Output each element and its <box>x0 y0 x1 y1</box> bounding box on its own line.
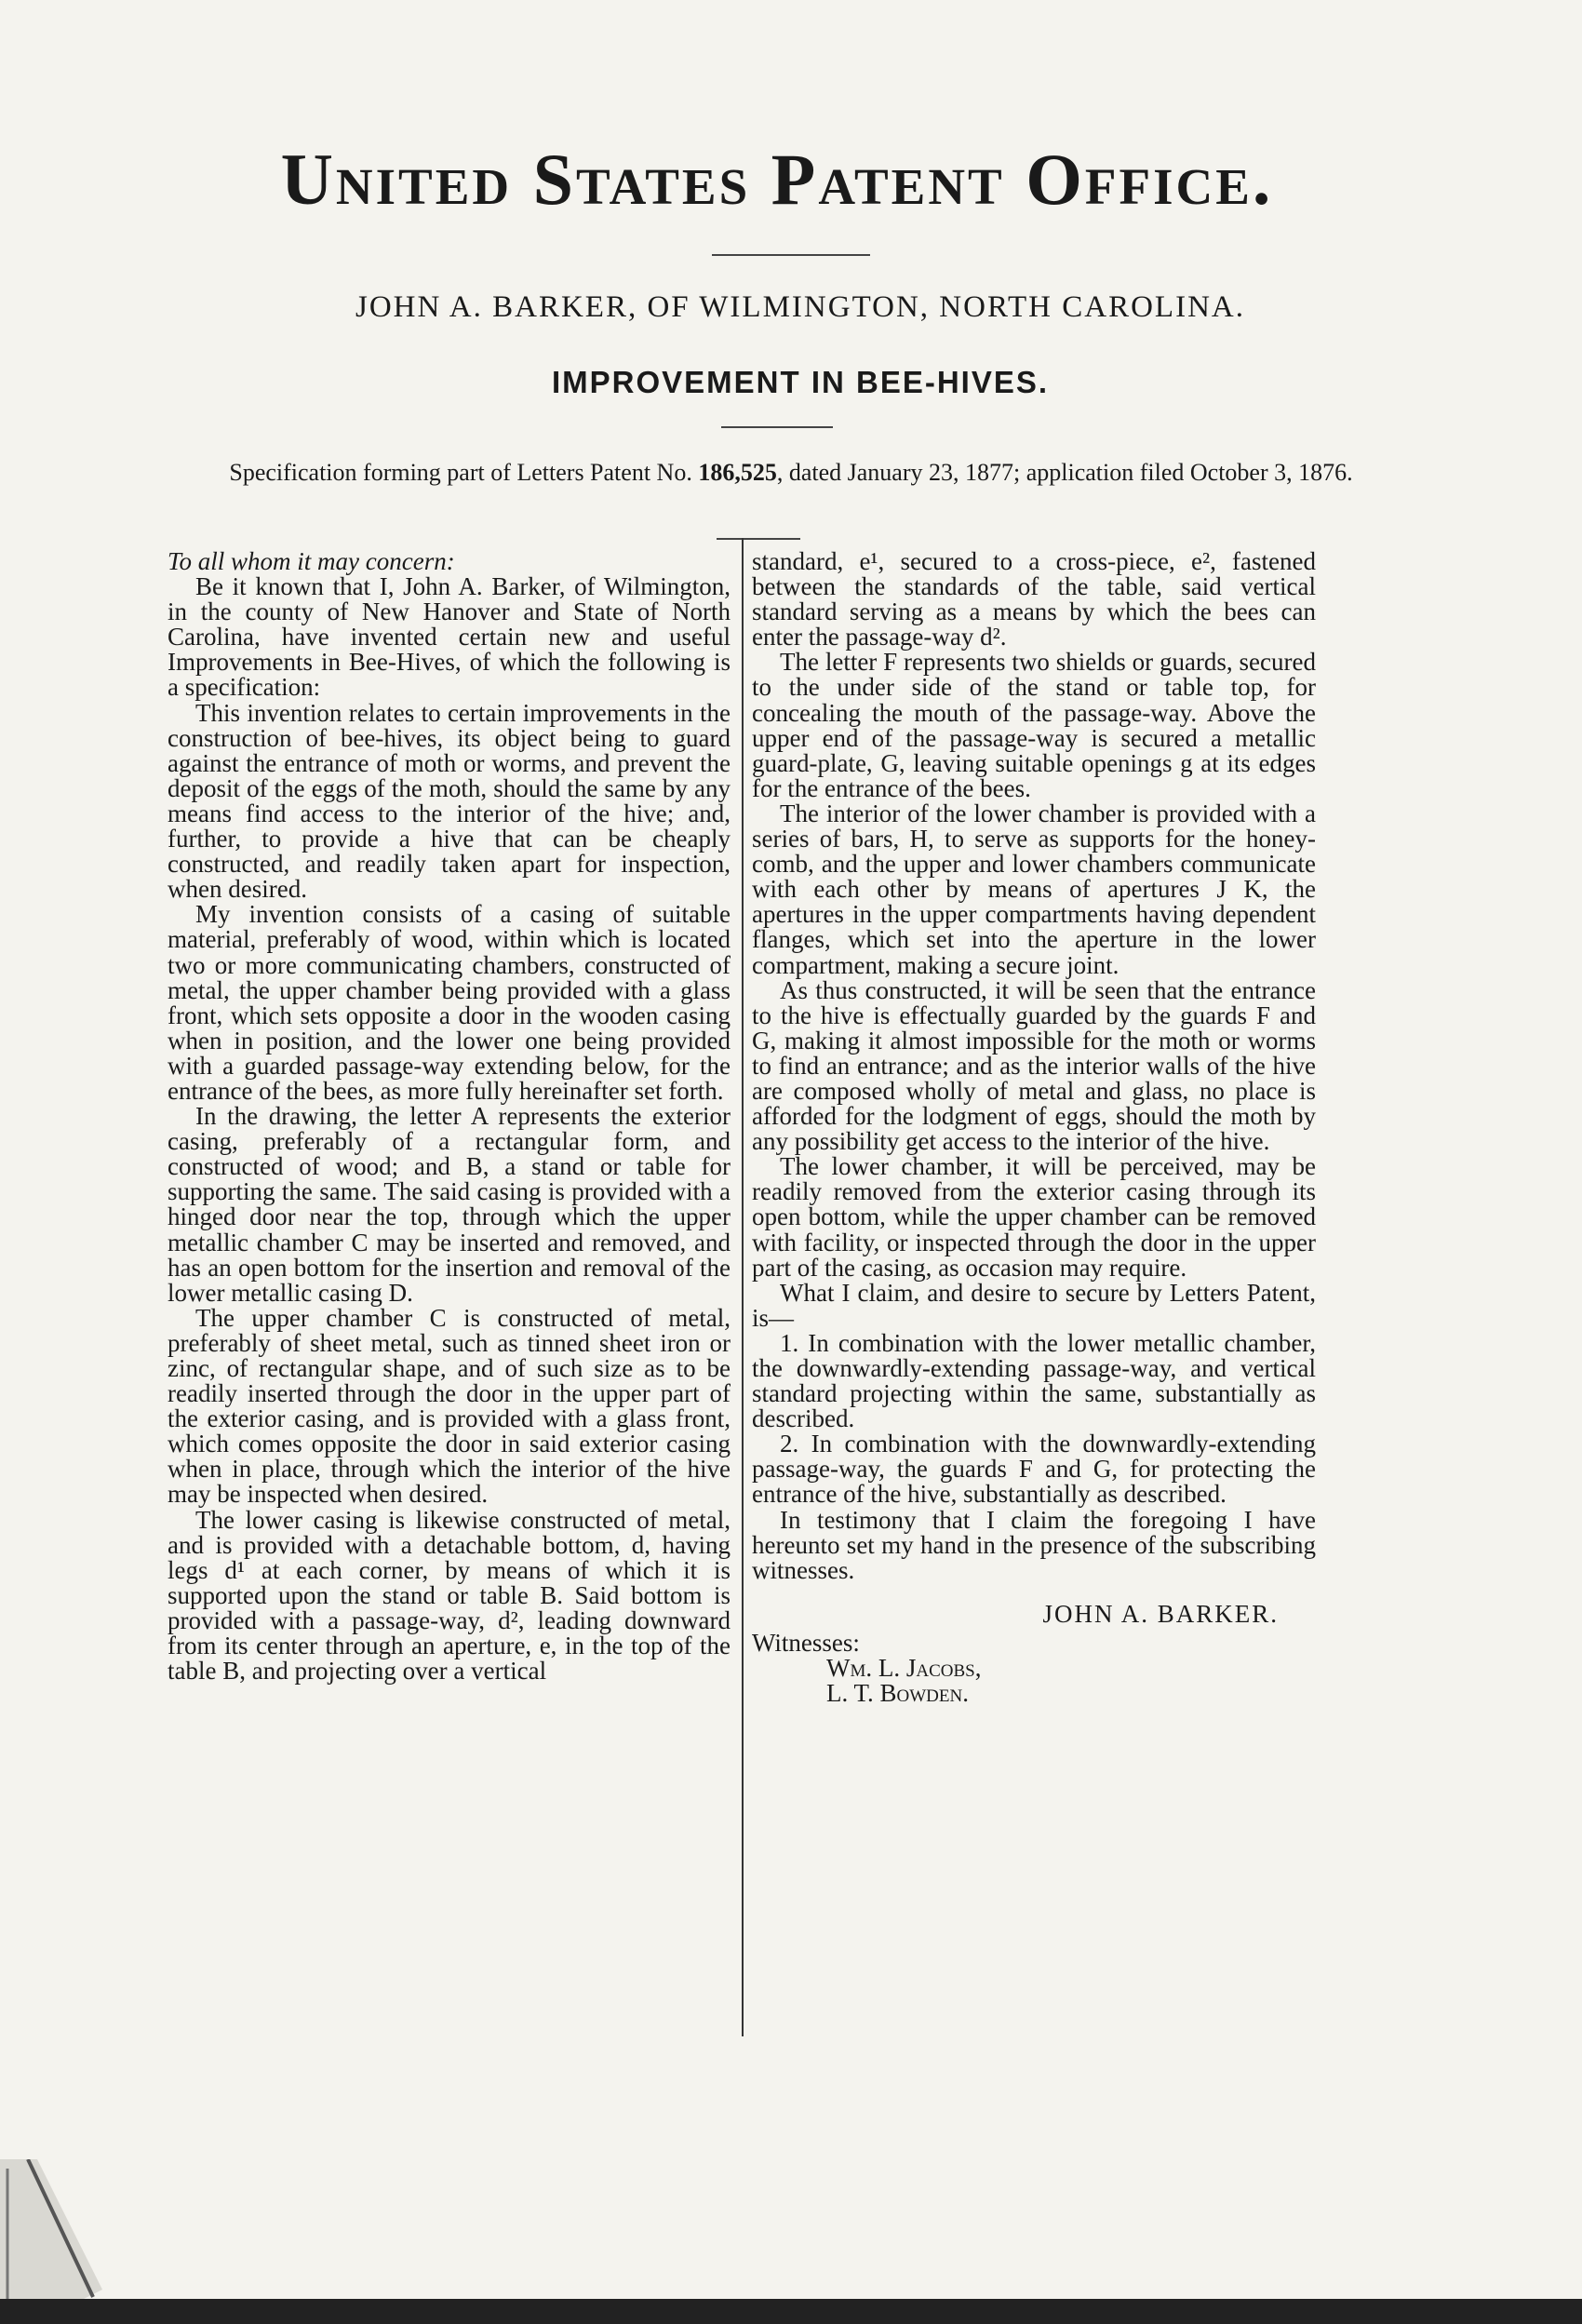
spec-prefix: Specification forming part of Letters Patent No. <box>229 459 692 486</box>
scan-corner-artifact <box>0 2159 112 2299</box>
title-rule <box>712 254 870 256</box>
witness-2: L. T. Bowden. <box>826 1679 969 1708</box>
left-column <box>168 549 731 1684</box>
witness-1: Wm. L. Jacobs, <box>826 1654 982 1683</box>
paragraph: The upper chamber C is constructed of metal, preferably of sheet metal, such as tinned sheet iron or zinc, of rectangular shape, and of such size as to be readily inserted through the door in the upper part of the exterior casing, and is provided with a glass front, which comes opposite the door in said exterior casing when in place, through which the interior of the hive may be inspected when desired. <box>168 1303 731 1509</box>
specification-line <box>186 458 1396 488</box>
paragraph: The lower casing is likewise constructed of metal, and is provided with a detachable bottom, d, having legs d¹ at each corner, by means of which it is supported upon the stand or table B. Said bottom is provided with a passage-way, d², leading downward from its center through an aperture, e, in the top of the table B, and projecting over a vertical <box>168 1505 731 1686</box>
paragraph: Be it known that I, John A. Barker, of Wilmington, in the county of New Hanover and State of North Carolina, have invented certain new and useful Improvements in Bee-Hives, of which the following is a specification: <box>168 572 731 702</box>
spec-suffix: , dated January 23, 1877; application filed October 3, 1876. <box>776 459 1353 486</box>
testimony-clause: In testimony that I claim the foregoing I have hereunto set my hand in the presence of the subscribing witnesses. <box>752 1505 1316 1584</box>
claim-1: 1. In combination with the lower metallic chamber, the downwardly-extending passage-way, and vertical standard projecting within the same, substantially as described. <box>752 1328 1316 1433</box>
paragraph: In the drawing, the letter A represents the exterior casing, preferably of a rectangular form, and constructed of wood; and B, a stand or table for supporting the same. The said casing is provided with a hinged door near the top, through which the upper metallic chamber C may be inserted and removed, and has an open bottom for the insertion and removal of the lower metallic casing D. <box>168 1102 731 1307</box>
paragraph: This invention relates to certain improvements in the construction of bee-hives, its object being to guard against the entrance of moth or worms, and prevent the deposit of the eggs of the moth, should the same by any means find access to the interior of the hive; and, further, to provide a hive that can be cheaply constructed, and readily taken apart for inspection, when desired. <box>168 698 731 904</box>
subject-line: IMPROVEMENT IN BEE-HIVES. <box>551 365 1050 399</box>
subject-rule <box>721 426 833 428</box>
paragraph: The interior of the lower chamber is provided with a series of bars, H, to serve as supports for the honey-comb, and the upper and lower chambers communicate with each other by means of apertures J K, the apertures in the upper compartments having dependent flanges, which set into the aperture in the lower compartment, making a secure joint. <box>752 799 1316 979</box>
claim-2: 2. In combination with the downwardly-extending passage-way, the guards F and G, for protecting the entrance of the hive, substantially as described. <box>752 1430 1316 1509</box>
paragraph: As thus constructed, it will be seen that the entrance to the hive is effectually guarded by the guards F and G, making it almost impossible for the moth or worms to find an entrance; and as the interior walls of the hive are composed wholly of metal and glass, no place is afforded for the lodgment of eggs, should the moth by any possibility get access to the interior of the hive. <box>752 975 1316 1156</box>
paragraph: The lower chamber, it will be perceived, may be readily removed from the exterior casing through its open bottom, while the upper chamber can be removed with facility, or inspected through the door in the upper part of the casing, as occasion may require. <box>752 1152 1316 1282</box>
paragraph: standard, e¹, secured to a cross-piece, e², fastened between the standards of the table, said vertical standard serving as a means by which the bees can enter the passage-way d². <box>752 547 1316 652</box>
spec-rule <box>717 538 800 540</box>
witnesses-label: Witnesses: <box>752 1628 860 1657</box>
office-title: United States Patent Office. <box>280 139 1274 220</box>
claim-intro: What I claim, and desire to secure by Letters Patent, is— <box>752 1278 1316 1332</box>
paragraph: My invention consists of a casing of suitable material, preferably of wood, within which is located two or more communicating chambers, constructed of metal, the upper chamber being provided with a glass front, which sets opposite a door in the wooden casing when in position, and the lower one being provided with a guarded passage-way extending below, for the entrance of the bees, as more fully hereinafter set forth. <box>168 900 731 1105</box>
right-column <box>752 549 1316 1706</box>
scan-edge <box>0 2299 1582 2324</box>
column-divider <box>742 538 744 2036</box>
paragraph: The letter F represents two shields or guards, secured to the under side of the stand or table top, for concealing the mouth of the passage-way. Above the upper end of the passage-way is secured a metallic guard-plate, G, leaving suitable openings g at its edges for the entrance of the bees. <box>752 648 1316 802</box>
inventor-line: JOHN A. BARKER, OF WILMINGTON, NORTH CAROLINA. <box>355 290 1245 324</box>
inventor-signature: JOHN A. BARKER. <box>1042 1599 1279 1628</box>
patent-number: 186,525 <box>698 459 777 486</box>
salutation: To all whom it may concern: <box>168 547 455 575</box>
